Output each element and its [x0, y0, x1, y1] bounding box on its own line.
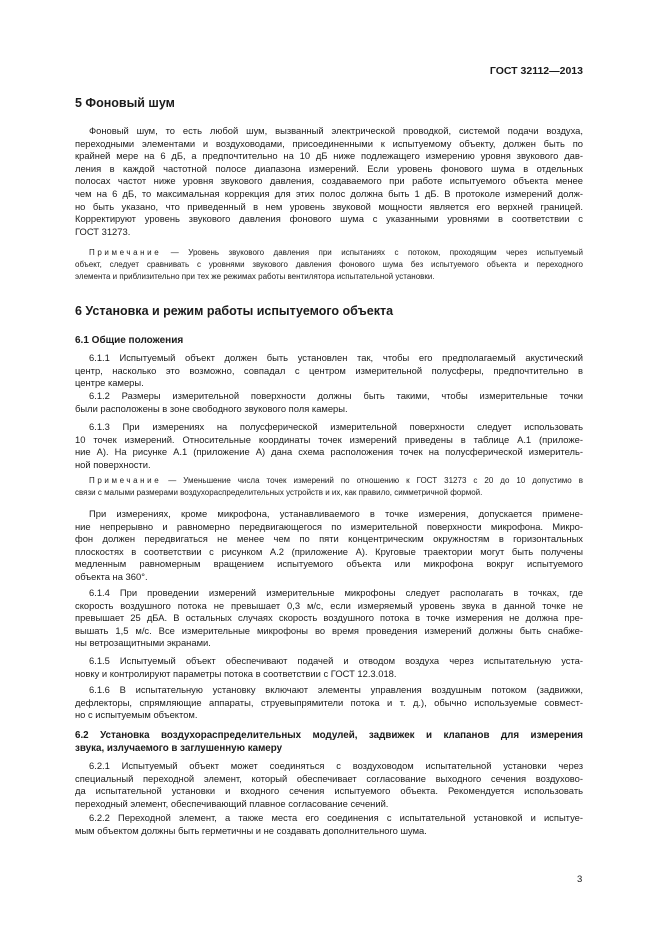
paragraph-line: Фоновый шум, то есть любой шум, вызванный электрической проводкой, системой подачи воздуха,	[89, 125, 583, 136]
paragraph-line: специальный переходной элемент, который обеспечивает согласование выходного сечения воздухово-	[75, 772, 583, 784]
paragraph-line: мым объектом должны быть герметичны и не создавать дополнительного шума.	[75, 824, 427, 836]
paragraph-line: скорость воздушного потока не превышает 0,3 м/с, если измеряемый уровень звука в данной точке не	[75, 599, 583, 611]
paragraph-line: переходными элементами и воздуховодами, присоединенными к испытуемому объекту, должен быть по	[75, 137, 583, 149]
paragraph-line: ние непрерывно и равномерно передвигающегося по измерительной поверхности микрофона. Микро-	[75, 520, 583, 532]
paragraph-line: 6.1.5 Испытуемый объект обеспечивают подачей и отводом воздуха через испытательную уста-	[89, 655, 583, 666]
heading-line: 6.1 Общие положения	[75, 335, 184, 346]
clause-6-2-1	[75, 760, 583, 810]
section-5-heading	[75, 96, 583, 110]
paragraph-line: ления в каждой частотной полосе диапазона измерений. Если уровень фонового шума в отдельных	[75, 162, 583, 174]
paragraph-line: 6.2.2 Переходной элемент, а также места его соединения с испытательной установкой и испытуе-	[89, 812, 583, 823]
paragraph-line: крайней мере на 6 дБ, а предпочтительно на 10 дБ ниже подлежащего измерению уровня звукового дав-	[75, 150, 583, 162]
clause-6-1-5	[75, 655, 583, 680]
paragraph-line: 6.1.2 Размеры измерительной поверхности должны быть такими, чтобы измерительные точки	[89, 390, 583, 401]
paragraph-line: ной поверхности.	[75, 458, 151, 470]
paragraph-line: чем на 6 дБ, то максимальная коррекция для этих полос должна быть 1 дБ. В протоколе измерений долж-	[75, 187, 583, 199]
paragraph-line: центре камеры.	[75, 377, 144, 389]
section-5-note	[75, 247, 583, 283]
heading-line: 5 Фоновый шум	[75, 96, 175, 110]
paragraph-line: превышает 25 дБА. В остальных случаях скорость воздушного потока в точке измерения не должна пре-	[75, 612, 583, 624]
paragraph-line: медленным равномерным вращением испытуемого объекта или микрофона вокруг испытуемого	[75, 558, 583, 570]
paragraph-line: плоскостях в соответствии с рисунком А.2 (приложение А). Круговые траектории могут быть получены	[75, 545, 583, 557]
paragraph-line: вышать 1,5 м/с. Все измерительные микрофоны во время проведения измерений должны быть снабже-	[75, 624, 583, 636]
clause-6-1-3	[75, 421, 583, 471]
note-text: — Уменьшение числа точек измерений по отношению к ГОСТ 31273 с 20 до 10 допустимо в	[161, 476, 583, 485]
paragraph-line: объекта на 360°.	[75, 570, 148, 582]
paragraph-line: ние А). На рисунке А.1 (приложение А) дана схема расположения точек на полусферической измеритель-	[75, 446, 583, 458]
heading-line: 6.2 Установка воздухораспределительных модулей, задвижек и клапанов для измерения	[75, 730, 583, 741]
paragraph-line: ГОСТ 31273.	[75, 225, 131, 237]
background-noise-paragraph	[75, 125, 583, 238]
note-line: элемента и приблизительно при тех же режимах работы вентилятора испытательной установки.	[75, 272, 435, 281]
paragraph-line: 6.1.4 При проведении измерений измерительные микрофоны следует располагать в точках, где	[89, 587, 583, 598]
paragraph-line: 6.2.1 Испытуемый объект может соединяться с воздуховодом испытательной установки через	[89, 760, 583, 771]
clause-6-1-2	[75, 390, 583, 415]
paragraph-line: 10 точек измерений. Относительные координаты точек измерений приведены в таблице А.1 (приложе-	[75, 433, 583, 445]
paragraph-line: но быть указано, что приведенный в нем уровень звуковой мощности является его верхней границей.	[75, 200, 583, 212]
paragraph-line: Корректируют уровень звукового давления фонового шума с указанными уровнями в соответствии с	[75, 213, 583, 225]
clause-6-1-6	[75, 684, 583, 722]
page-number: 3	[577, 874, 583, 885]
heading-line: звука, излучаемого в заглушенную камеру	[75, 742, 283, 754]
paragraph-line: да испытательной установки и входного сечения испытуемого объекта. Рекомендуется использовать	[75, 785, 583, 797]
note-label: Примечание	[89, 476, 162, 485]
paragraph-line: дефлекторы, спрямляющие аппараты, струевыпрямители потока и т. д.), обычно используемые совмест-	[75, 696, 583, 708]
clause-6-1-4	[75, 587, 583, 650]
note-line	[75, 475, 583, 487]
paragraph-line: полосах частот ниже уровня звукового давления, создаваемого при работе испытуемого объекта менее	[75, 175, 583, 187]
moving-microphone-paragraph	[75, 508, 583, 584]
subsection-6-2-heading	[75, 730, 583, 755]
note-line: связи с малыми размерами воздухораспределительных устройств и их, как правило, симметричной формой.	[75, 488, 483, 497]
section-6-heading	[75, 304, 583, 318]
paragraph-line: переходный элемент, обеспечивающий плавное согласование сечений.	[75, 797, 389, 809]
note-line	[75, 247, 583, 259]
paragraph-line: фон должен передвигаться не менее чем по пяти концентрическим окружностям в горизонтальных	[75, 533, 583, 545]
document-code: ГОСТ 32112—2013	[489, 65, 583, 77]
note-text: — Уровень звукового давления при испытаниях с потоком, проходящим через испытуемый	[161, 248, 583, 257]
paragraph-line: ны ветрозащитными экранами.	[75, 637, 211, 649]
paragraph-line: При измерениях, кроме микрофона, устанавливаемого в точке измерения, допускается примене-	[89, 508, 583, 519]
paragraph-line: новку и контролируют параметры потока в соответствии с ГОСТ 12.3.018.	[75, 667, 397, 679]
clause-6-1-3-note	[75, 475, 583, 499]
paragraph-line: были расположены в зоне свободного звукового поля камеры.	[75, 402, 348, 414]
note-line: объект, следует сравнивать с уровнями звукового давления фонового шума без испытуемого объекта и переходного	[75, 260, 583, 269]
note-label: Примечание	[89, 248, 162, 257]
paragraph-line: 6.1.3 При измерениях на полусферической измерительной поверхности следует использовать	[89, 421, 583, 432]
clause-6-1-1	[75, 352, 583, 390]
paragraph-line: 6.1.1 Испытуемый объект должен быть установлен так, чтобы его предполагаемый акустический	[89, 352, 583, 363]
paragraph-line: 6.1.6 В испытательную установку включают элементы управления воздушным потоком (задвижки,	[89, 684, 583, 695]
paragraph-line: центр, насколько это возможно, совпадал с центром измерительной полусферы, предпочтительно в	[75, 364, 583, 376]
clause-6-2-2	[75, 812, 583, 837]
subsection-6-1-heading	[75, 335, 583, 348]
paragraph-line: но с испытуемым объектом.	[75, 709, 198, 721]
heading-line: 6 Установка и режим работы испытуемого объекта	[75, 304, 394, 318]
